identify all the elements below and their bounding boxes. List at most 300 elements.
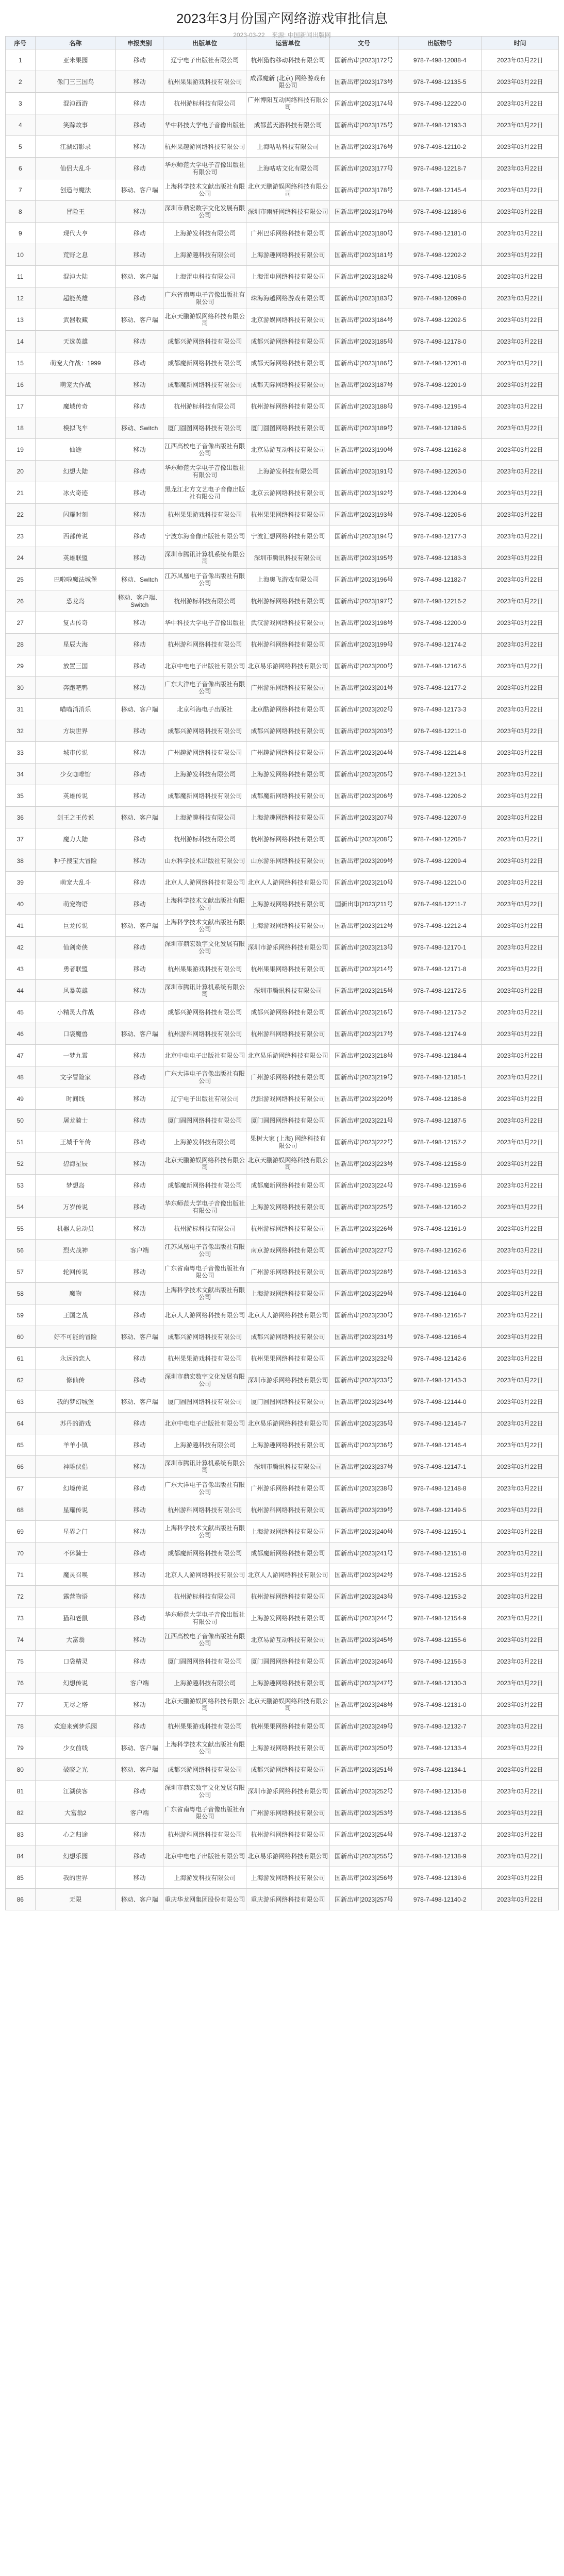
cell-date: 2023年03月22日 [482,1607,559,1629]
cell-type: 移动、客户端、Switch [116,590,163,612]
table-row [6,1434,559,1456]
cell-publisher: 厦门圆图网络科技有限公司 [163,1110,246,1131]
cell-type: 移动 [116,677,163,699]
table-row [6,828,559,850]
table-row [6,1651,559,1672]
cell-isbn: 978-7-498-12216-2 [399,590,482,612]
cell-operator: 重庆游乐网络科技有限公司 [246,1889,329,1910]
cell-isbn: 978-7-498-12146-4 [399,1434,482,1456]
cell-date: 2023年03月22日 [482,1131,559,1153]
cell-type: 移动、客户端 [116,807,163,828]
table-row [6,547,559,569]
cell-type: 移动 [116,1499,163,1521]
cell-type: 移动、客户端 [116,1326,163,1348]
cell-doc-no: 国新出审[2023]224号 [329,1175,399,1196]
cell-doc-no: 国新出审[2023]229号 [329,1283,399,1304]
cell-operator: 北京游娱网络科技有限公司 [246,309,329,331]
cell-name: 仙剑奇侠 [35,937,116,958]
cell-name: 风暴英雄 [35,980,116,1002]
table-row [6,201,559,223]
cell-operator: 北京易乐游网络科技有限公司 [246,655,329,677]
cell-no: 63 [6,1391,36,1413]
cell-isbn: 978-7-498-12208-7 [399,828,482,850]
cell-publisher: 山东科学技术出版社有限公司 [163,850,246,872]
cell-date: 2023年03月22日 [482,1824,559,1845]
cell-type: 移动 [116,1413,163,1434]
cell-operator: 北京云游网络科技有限公司 [246,482,329,504]
cell-no: 33 [6,742,36,764]
cell-no: 38 [6,850,36,872]
cell-type: 移动 [116,1607,163,1629]
table-row [6,634,559,655]
cell-operator: 上海游趣网络科技有限公司 [246,244,329,266]
cell-date: 2023年03月22日 [482,1175,559,1196]
table-row [6,504,559,526]
cell-no: 54 [6,1196,36,1218]
cell-type: 移动 [116,1175,163,1196]
cell-name: 笑踪故事 [35,114,116,136]
cell-no: 19 [6,439,36,461]
cell-isbn: 978-7-498-12153-2 [399,1586,482,1607]
cell-name: 西部传说 [35,526,116,547]
cell-no: 45 [6,1002,36,1023]
cell-no: 18 [6,417,36,439]
cell-name: 大富翁 [35,1629,116,1651]
cell-type: 客户端 [116,1802,163,1824]
cell-name: 恐龙岛 [35,590,116,612]
cell-no: 82 [6,1802,36,1824]
cell-date: 2023年03月22日 [482,742,559,764]
cell-name: 苏丹的游戏 [35,1413,116,1434]
cell-date: 2023年03月22日 [482,374,559,396]
cell-operator: 成都蓝天游科技有限公司 [246,114,329,136]
table-row [6,1413,559,1434]
cell-name: 猫和老鼠 [35,1607,116,1629]
cell-doc-no: 国新出审[2023]233号 [329,1369,399,1391]
cell-doc-no: 国新出审[2023]200号 [329,655,399,677]
cell-isbn: 978-7-498-12088-4 [399,49,482,71]
cell-operator: 上海游趣网络科技有限公司 [246,1434,329,1456]
cell-date: 2023年03月22日 [482,223,559,244]
cell-type: 移动、Switch [116,417,163,439]
cell-name: 闪耀时刻 [35,504,116,526]
cell-no: 71 [6,1564,36,1586]
cell-operator: 北京易乐游网络科技有限公司 [246,1413,329,1434]
cell-publisher: 上海科学技术文献出版社有限公司 [163,179,246,201]
cell-doc-no: 国新出审[2023]182号 [329,266,399,287]
cell-operator: 宁波汇想网络科技有限公司 [246,526,329,547]
cell-isbn: 978-7-498-12145-4 [399,179,482,201]
cell-name: 英雄联盟 [35,547,116,569]
cell-isbn: 978-7-498-12159-6 [399,1175,482,1196]
cell-publisher: 深圳市腾讯计算机系统有限公司 [163,547,246,569]
cell-name: 不休骑士 [35,1543,116,1564]
cell-operator: 北京天鹏游娱网络科技有限公司 [246,179,329,201]
cell-publisher: 杭州游标科技有限公司 [163,828,246,850]
cell-isbn: 978-7-498-12184-4 [399,1045,482,1066]
cell-doc-no: 国新出审[2023]193号 [329,504,399,526]
cell-publisher: 杭州游标科技有限公司 [163,1218,246,1240]
table-row [6,699,559,720]
cell-no: 60 [6,1326,36,1348]
cell-type: 移动 [116,1066,163,1088]
cell-operator: 北京天鹏游娱网络科技有限公司 [246,1694,329,1716]
cell-publisher: 上海游趣科技有限公司 [163,807,246,828]
cell-date: 2023年03月22日 [482,1218,559,1240]
cell-doc-no: 国新出审[2023]226号 [329,1218,399,1240]
cell-doc-no: 国新出审[2023]249号 [329,1716,399,1737]
cell-name: 萌宠物语 [35,893,116,915]
cell-type: 移动 [116,1196,163,1218]
table-row [6,1867,559,1889]
cell-date: 2023年03月22日 [482,590,559,612]
cell-name: 万岁传说 [35,1196,116,1218]
cell-publisher: 华东师范大学电子音像出版社有限公司 [163,1196,246,1218]
cell-doc-no: 国新出审[2023]248号 [329,1694,399,1716]
table-row [6,1110,559,1131]
cell-publisher: 辽宁电子出版社有限公司 [163,49,246,71]
cell-publisher: 成都兴游网络科技有限公司 [163,720,246,742]
cell-operator: 北京酷游网络科技有限公司 [246,699,329,720]
cell-no: 13 [6,309,36,331]
cell-no: 48 [6,1066,36,1088]
cell-doc-no: 国新出审[2023]256号 [329,1867,399,1889]
cell-publisher: 上海游趣科技有限公司 [163,244,246,266]
cell-no: 39 [6,872,36,893]
table-row [6,1131,559,1153]
cell-doc-no: 国新出审[2023]177号 [329,158,399,179]
cell-no: 3 [6,93,36,114]
cell-date: 2023年03月22日 [482,482,559,504]
cell-operator: 杭州果果网络科技有限公司 [246,1348,329,1369]
cell-isbn: 978-7-498-12166-4 [399,1326,482,1348]
cell-doc-no: 国新出审[2023]220号 [329,1088,399,1110]
cell-name: 星耀传说 [35,1499,116,1521]
cell-isbn: 978-7-498-12220-0 [399,93,482,114]
cell-publisher: 上海游趣科技有限公司 [163,1434,246,1456]
cell-name: 萌宠大作战：1999 [35,352,116,374]
cell-name: 一梦九霄 [35,1045,116,1066]
cell-publisher: 华东师范大学电子音像出版社有限公司 [163,158,246,179]
cell-no: 53 [6,1175,36,1196]
table-row [6,331,559,352]
cell-doc-no: 国新出审[2023]222号 [329,1131,399,1153]
table-row [6,1716,559,1737]
cell-operator: 北京易乐游网络科技有限公司 [246,1045,329,1066]
cell-no: 7 [6,179,36,201]
cell-operator: 厦门圆图网络科技有限公司 [246,1110,329,1131]
cell-operator: 上海游发网络科技有限公司 [246,764,329,785]
cell-date: 2023年03月22日 [482,114,559,136]
cell-no: 51 [6,1131,36,1153]
cell-type: 移动 [116,1716,163,1737]
cell-operator: 广州游乐网络科技有限公司 [246,1261,329,1283]
cell-doc-no: 国新出审[2023]213号 [329,937,399,958]
cell-type: 移动 [116,1348,163,1369]
cell-type: 移动 [116,980,163,1002]
cell-date: 2023年03月22日 [482,201,559,223]
cell-operator: 上海咕咕科技有限公司 [246,136,329,158]
cell-name: 机器人总动员 [35,1218,116,1240]
cell-type: 移动 [116,1088,163,1110]
cell-isbn: 978-7-498-12210-0 [399,872,482,893]
cell-doc-no: 国新出审[2023]257号 [329,1889,399,1910]
cell-publisher: 杭州游标科技有限公司 [163,1586,246,1607]
cell-no: 24 [6,547,36,569]
cell-operator: 广州游乐网络科技有限公司 [246,1066,329,1088]
cell-doc-no: 国新出审[2023]218号 [329,1045,399,1066]
cell-no: 47 [6,1045,36,1066]
cell-publisher: 辽宁电子出版社有限公司 [163,1088,246,1110]
table-row [6,1369,559,1391]
table-row [6,1499,559,1521]
cell-operator: 成都兴游网络科技有限公司 [246,1326,329,1348]
cell-operator: 杭州果果网络科技有限公司 [246,504,329,526]
cell-operator: 广州趣游网络科技有限公司 [246,742,329,764]
table-row [6,980,559,1002]
cell-isbn: 978-7-498-12213-1 [399,764,482,785]
cell-publisher: 上海雷电科技有限公司 [163,266,246,287]
cell-doc-no: 国新出审[2023]240号 [329,1521,399,1543]
cell-operator: 上海咕咕文化有限公司 [246,158,329,179]
table-row [6,136,559,158]
table-row [6,179,559,201]
cell-doc-no: 国新出审[2023]175号 [329,114,399,136]
cell-name: 羊羊小镇 [35,1434,116,1456]
cell-date: 2023年03月22日 [482,1672,559,1694]
cell-name: 英雄传说 [35,785,116,807]
cell-name: 屠龙骑士 [35,1110,116,1131]
cell-no: 46 [6,1023,36,1045]
cell-name: 萌宠大乱斗 [35,872,116,893]
cell-isbn: 978-7-498-12152-5 [399,1564,482,1586]
cell-publisher: 厦门圆图网络科技有限公司 [163,417,246,439]
table-row [6,1672,559,1694]
cell-type: 移动、客户端 [116,1023,163,1045]
cell-operator: 杭州游标网络科技有限公司 [246,1586,329,1607]
cell-isbn: 978-7-498-12212-4 [399,915,482,937]
cell-operator: 果树大家 (上海) 网络科技有限公司 [246,1131,329,1153]
cell-operator: 珠海海越网络游戏有限公司 [246,287,329,309]
cell-isbn: 978-7-498-12203-0 [399,461,482,482]
approval-table [5,36,559,1910]
cell-type: 移动 [116,439,163,461]
cell-operator: 杭州游标网络科技有限公司 [246,1218,329,1240]
cell-publisher: 上海游发科技有限公司 [163,1131,246,1153]
cell-doc-no: 国新出审[2023]228号 [329,1261,399,1283]
cell-isbn: 978-7-498-12132-7 [399,1716,482,1737]
cell-name: 复古传奇 [35,612,116,634]
cell-isbn: 978-7-498-12206-2 [399,785,482,807]
cell-doc-no: 国新出审[2023]201号 [329,677,399,699]
cell-doc-no: 国新出审[2023]185号 [329,331,399,352]
cell-type: 移动 [116,785,163,807]
source-label: 来源: 中国新闻出版网 [272,31,331,39]
cell-doc-no: 国新出审[2023]178号 [329,179,399,201]
cell-no: 21 [6,482,36,504]
cell-publisher: 北京人人游网络科技有限公司 [163,1304,246,1326]
cell-doc-no: 国新出审[2023]230号 [329,1304,399,1326]
cell-date: 2023年03月22日 [482,828,559,850]
cell-publisher: 黑龙江北方文艺电子音像出版社有限公司 [163,482,246,504]
cell-publisher: 深圳市鼎宏数字文化发展有限公司 [163,1369,246,1391]
cell-operator: 成都天际网络科技有限公司 [246,374,329,396]
cell-name: 破晓之光 [35,1759,116,1781]
cell-date: 2023年03月22日 [482,158,559,179]
cell-type: 移动 [116,331,163,352]
cell-publisher: 深圳市鼎宏数字文化发展有限公司 [163,937,246,958]
cell-name: 星界之门 [35,1521,116,1543]
cell-type: 移动 [116,114,163,136]
cell-operator: 沈阳游戏网络科技有限公司 [246,1088,329,1110]
cell-doc-no: 国新出审[2023]209号 [329,850,399,872]
table-row [6,1283,559,1304]
cell-publisher: 杭州游科网络科技有限公司 [163,1824,246,1845]
cell-isbn: 978-7-498-12195-4 [399,396,482,417]
table-row [6,764,559,785]
cell-isbn: 978-7-498-12164-0 [399,1283,482,1304]
cell-isbn: 978-7-498-12177-2 [399,677,482,699]
cell-no: 31 [6,699,36,720]
header [5,5,559,39]
cell-operator: 成都兴游网络科技有限公司 [246,1002,329,1023]
cell-publisher: 杭州果果游戏科技有限公司 [163,1716,246,1737]
cell-date: 2023年03月22日 [482,1759,559,1781]
cell-type: 移动 [116,374,163,396]
table-row [6,1261,559,1283]
cell-no: 29 [6,655,36,677]
cell-type: 移动、客户端 [116,266,163,287]
cell-type: 移动 [116,396,163,417]
cell-date: 2023年03月22日 [482,1867,559,1889]
cell-date: 2023年03月22日 [482,179,559,201]
cell-type: 移动 [116,937,163,958]
cell-operator: 杭州猎豹移动科技有限公司 [246,49,329,71]
table-row [6,807,559,828]
cell-publisher: 上海科学技术文献出版社有限公司 [163,1737,246,1759]
table-row [6,287,559,309]
col-header-type: 申报类别 [116,37,163,49]
cell-operator: 上海雷电网络科技有限公司 [246,266,329,287]
cell-operator: 杭州游科网络科技有限公司 [246,1023,329,1045]
cell-doc-no: 国新出审[2023]184号 [329,309,399,331]
cell-publisher: 上海游趣科技有限公司 [163,1672,246,1694]
cell-type: 移动 [116,893,163,915]
cell-no: 44 [6,980,36,1002]
cell-operator: 杭州游科网络科技有限公司 [246,634,329,655]
table-row [6,677,559,699]
table-row [6,352,559,374]
page-title: 2023年3月份国产网络游戏审批信息 [176,11,388,26]
cell-operator: 上海游戏网络科技有限公司 [246,893,329,915]
cell-doc-no: 国新出审[2023]206号 [329,785,399,807]
cell-no: 11 [6,266,36,287]
cell-operator: 上海游发科技有限公司 [246,461,329,482]
cell-operator: 武汉游戏网络科技有限公司 [246,612,329,634]
cell-name: 王城千年传 [35,1131,116,1153]
cell-isbn: 978-7-498-12202-2 [399,244,482,266]
cell-doc-no: 国新出审[2023]189号 [329,417,399,439]
cell-name: 冰火奇迹 [35,482,116,504]
cell-publisher: 成都魔新网络科技有限公司 [163,785,246,807]
table-row [6,590,559,612]
cell-name: 幻想传说 [35,1672,116,1694]
cell-isbn: 978-7-498-12202-5 [399,309,482,331]
cell-date: 2023年03月22日 [482,1521,559,1543]
cell-name: 少女前线 [35,1737,116,1759]
table-row [6,872,559,893]
cell-date: 2023年03月22日 [482,764,559,785]
cell-publisher: 重庆华龙网集团股份有限公司 [163,1889,246,1910]
cell-date: 2023年03月22日 [482,49,559,71]
cell-no: 23 [6,526,36,547]
cell-no: 73 [6,1607,36,1629]
cell-operator: 北京人人游网络科技有限公司 [246,1564,329,1586]
cell-operator: 成都兴游网络科技有限公司 [246,720,329,742]
cell-publisher: 北京天鹏游娱网络科技有限公司 [163,1694,246,1716]
cell-operator: 深圳市游乐网络科技有限公司 [246,1369,329,1391]
cell-isbn: 978-7-498-12178-0 [399,331,482,352]
cell-name: 方块世界 [35,720,116,742]
cell-operator: 成都魔新网络科技有限公司 [246,1543,329,1564]
table-row [6,1845,559,1867]
cell-publisher: 北京中电电子出版社有限公司 [163,1413,246,1434]
cell-isbn: 978-7-498-12147-1 [399,1456,482,1478]
table-row [6,396,559,417]
table-row [6,1326,559,1348]
cell-doc-no: 国新出审[2023]227号 [329,1240,399,1261]
cell-isbn: 978-7-498-12162-6 [399,1240,482,1261]
cell-name: 露营物语 [35,1586,116,1607]
cell-doc-no: 国新出审[2023]199号 [329,634,399,655]
cell-doc-no: 国新出审[2023]252号 [329,1781,399,1802]
cell-doc-no: 国新出审[2023]237号 [329,1456,399,1478]
col-header-operator: 运营单位 [246,37,329,49]
table-row [6,526,559,547]
cell-operator: 上海游趣网络科技有限公司 [246,807,329,828]
cell-publisher: 上海游发科技有限公司 [163,1867,246,1889]
cell-doc-no: 国新出审[2023]172号 [329,49,399,71]
cell-operator: 广州博阳互动网络科技有限公司 [246,93,329,114]
cell-date: 2023年03月22日 [482,1088,559,1110]
cell-no: 42 [6,937,36,958]
cell-no: 20 [6,461,36,482]
cell-publisher: 成都兴游网络科技有限公司 [163,1759,246,1781]
cell-isbn: 978-7-498-12142-6 [399,1348,482,1369]
cell-operator: 厦门圆图网络科技有限公司 [246,417,329,439]
cell-name: 幻境传说 [35,1478,116,1499]
cell-operator: 上海游趣网络科技有限公司 [246,1672,329,1694]
cell-doc-no: 国新出审[2023]235号 [329,1413,399,1434]
cell-publisher: 成都兴游网络科技有限公司 [163,1002,246,1023]
cell-type: 移动 [116,1110,163,1131]
cell-name: 口袋精灵 [35,1651,116,1672]
cell-date: 2023年03月22日 [482,1369,559,1391]
cell-no: 43 [6,958,36,980]
cell-date: 2023年03月22日 [482,1845,559,1867]
table-row [6,742,559,764]
cell-date: 2023年03月22日 [482,720,559,742]
cell-name: 我的世界 [35,1867,116,1889]
cell-name: 混沌西游 [35,93,116,114]
cell-date: 2023年03月22日 [482,612,559,634]
cell-publisher: 广州趣游网络科技有限公司 [163,742,246,764]
cell-isbn: 978-7-498-12136-5 [399,1802,482,1824]
cell-type: 移动 [116,547,163,569]
cell-publisher: 杭州果果游戏科技有限公司 [163,958,246,980]
cell-name: 勇者联盟 [35,958,116,980]
cell-date: 2023年03月22日 [482,1456,559,1478]
